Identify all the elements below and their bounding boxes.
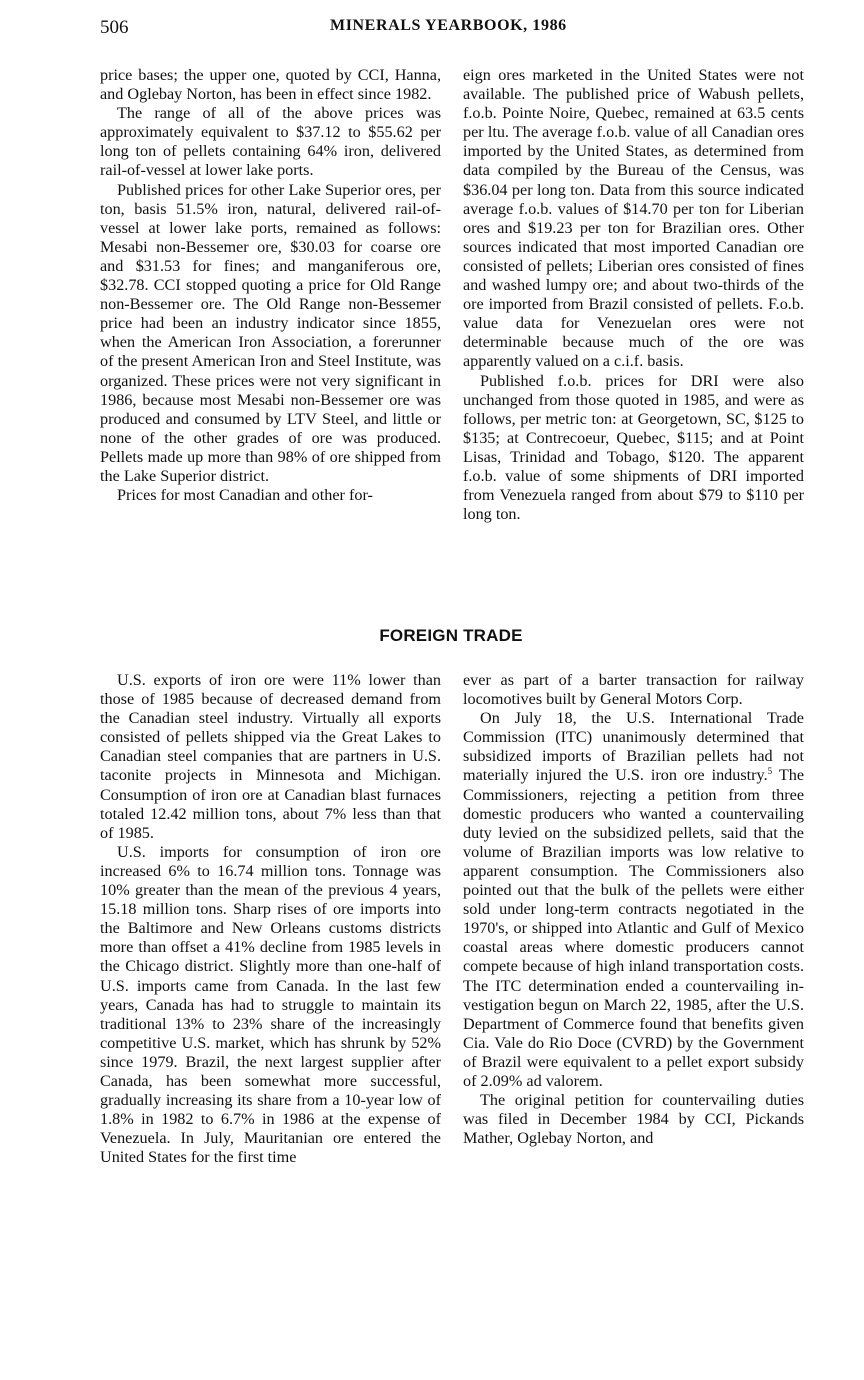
running-head: MINERALS YEARBOOK, 1986 <box>330 17 567 34</box>
paragraph: Published f.o.b. prices for DRI were also unchanged from those quoted in 1985, and were as follows, per metric ton: at Georgetown, SC, $125 to $135; at Contrecoeur, Quebec, $115; and at Point Lisas, Trinidad and Tobago, $120. The apparent f.o.b. value of some shipments of DRI imported from Venezuela ranged from about $79 to $110 per long ton. <box>463 371 804 524</box>
foreign-trade-right-column <box>463 671 804 1148</box>
paragraph <box>463 709 804 1091</box>
paragraph: price bases; the upper one, quoted by CCI, Hanna, and Oglebay Norton, has been in effect since 1982. <box>100 66 441 104</box>
paragraph-text: The Commissioners, rejecting a petition from three domestic producers who wanted a countervailing duty levied on the subsidized pellets, said that the volume of Brazilian imports was low relative to apparent consumption. The Commissioners also pointed out that the bulk of the pellets were either sold under long-term contracts negotiated in the 1970's, or shipped into Atlantic and Gulf of Mexico coastal areas where domestic producers cannot compete because of high inland transportation costs. The ITC determination ended a countervailing investigation begun on March 22, 1985, after the U.S. Department of Commerce found that benefits given Cia. Vale do Rio Doce (CVRD) by the Government of Brazil were equivalent to a pellet export subsidy of 2.09% ad valorem. <box>463 766 804 1090</box>
paragraph: ever as part of a barter transaction for railway locomotives built by General Motors Corp. <box>463 671 804 709</box>
paragraph: Published prices for other Lake Superior ores, per ton, basis 51.5% iron, natural, delivered rail-of-vessel at lower lake ports, remained as follows: Mesabi non-Bessemer ore, $30.03 for coarse ore and $31.53 for fines; and manganiferous ore, $32.78. CCI stopped quoting a price for Old Range non-Bessemer ore. The Old Range non-Bessemer price had been an industry indicator since 1855, when the American Iron Association, a forerunner of the present American Iron and Steel Institute, was organized. These prices were not very significant in 1986, because most Mesabi non-Bessemer ore was produced and consumed by LTV Steel, and little or none of the other grades of ore was produced. Pellets made up more than 98% of ore shipped from the Lake Superior district. <box>100 180 441 485</box>
paragraph: eign ores marketed in the United States were not available. The published price of Wabush pellets, f.o.b. Pointe Noire, Quebec, remained at 63.5 cents per ltu. The average f.o.b. value of all Canadian ores imported by the United States, as determined from data compiled by the Bureau of the Census, was $36.04 per long ton. Data from this source indicated average f.o.b. values of $14.70 per ton for Liberian ores and $19.23 per ton for Brazilian ores. Other sources indicated that most imported Canadian ore consisted of pellets; Liberian ores consisted of fines and washed lumpy ore; and about two-thirds of the ore imported from Brazil consisted of pellets. F.o.b. value data for Venezuelan ores were not determinable because much of the ore was apparently valued on a c.i.f. basis. <box>463 66 804 371</box>
paragraph: The range of all of the above prices was approximately equivalent to $37.12 to $55.62 per long ton of pellets containing 64% iron, delivered rail-of-vessel at lower lake ports. <box>100 104 441 180</box>
prices-left-column <box>100 66 441 505</box>
footnote-marker: 5 <box>767 766 773 777</box>
paragraph: U.S. exports of iron ore were 11% lower than those of 1985 because of decreased demand from the Canadian steel industry. Virtually all exports consisted of pellets shipped via the Great Lakes to Canadian steel companies that are partners in U.S. taconite projects in Minnesota and Michigan. Consumption of iron ore at Canadian blast furnaces totaled 12.42 million tons, about 7% less than that of 1985. <box>100 671 441 842</box>
page-number: 506 <box>100 17 129 38</box>
paragraph-text: On July 18, the U.S. International Trade Commission (ITC) unanimously determined that subsidized imports of Brazilian pellets had not materially injured the U.S. iron ore industry. <box>463 709 804 785</box>
foreign-trade-left-column <box>100 671 441 1167</box>
paragraph: The original petition for countervailing duties was filed in December 1984 by CCI, Pickands Mather, Oglebay Norton, and <box>463 1091 804 1148</box>
prices-right-column <box>463 66 804 524</box>
paragraph: U.S. imports for consumption of iron ore increased 6% to 16.74 million tons. Tonnage was 10% greater than the mean of the previous 4 years, 15.18 million tons. Sharp rises of ore imports into the Baltimore and New Orleans customs districts more than offset a 41% decline from 1985 levels in the Chicago district. Slightly more than one-half of U.S. imports came from Canada. In the last few years, Canada has had to struggle to maintain its traditional 13% to 23% share of the increasingly competitive U.S. market, which has shrunk by 52% since 1979. Brazil, the next largest supplier after Canada, has been somewhat more successful, gradually increasing its share from a 10-year low of 1.8% in 1982 to 6.7% in 1986 at the expense of Venezuela. In July, Mauritanian ore entered the United States for the first time <box>100 842 441 1167</box>
paragraph: Prices for most Canadian and other for- <box>117 486 373 505</box>
section-heading-foreign-trade: FOREIGN TRADE <box>379 626 523 645</box>
